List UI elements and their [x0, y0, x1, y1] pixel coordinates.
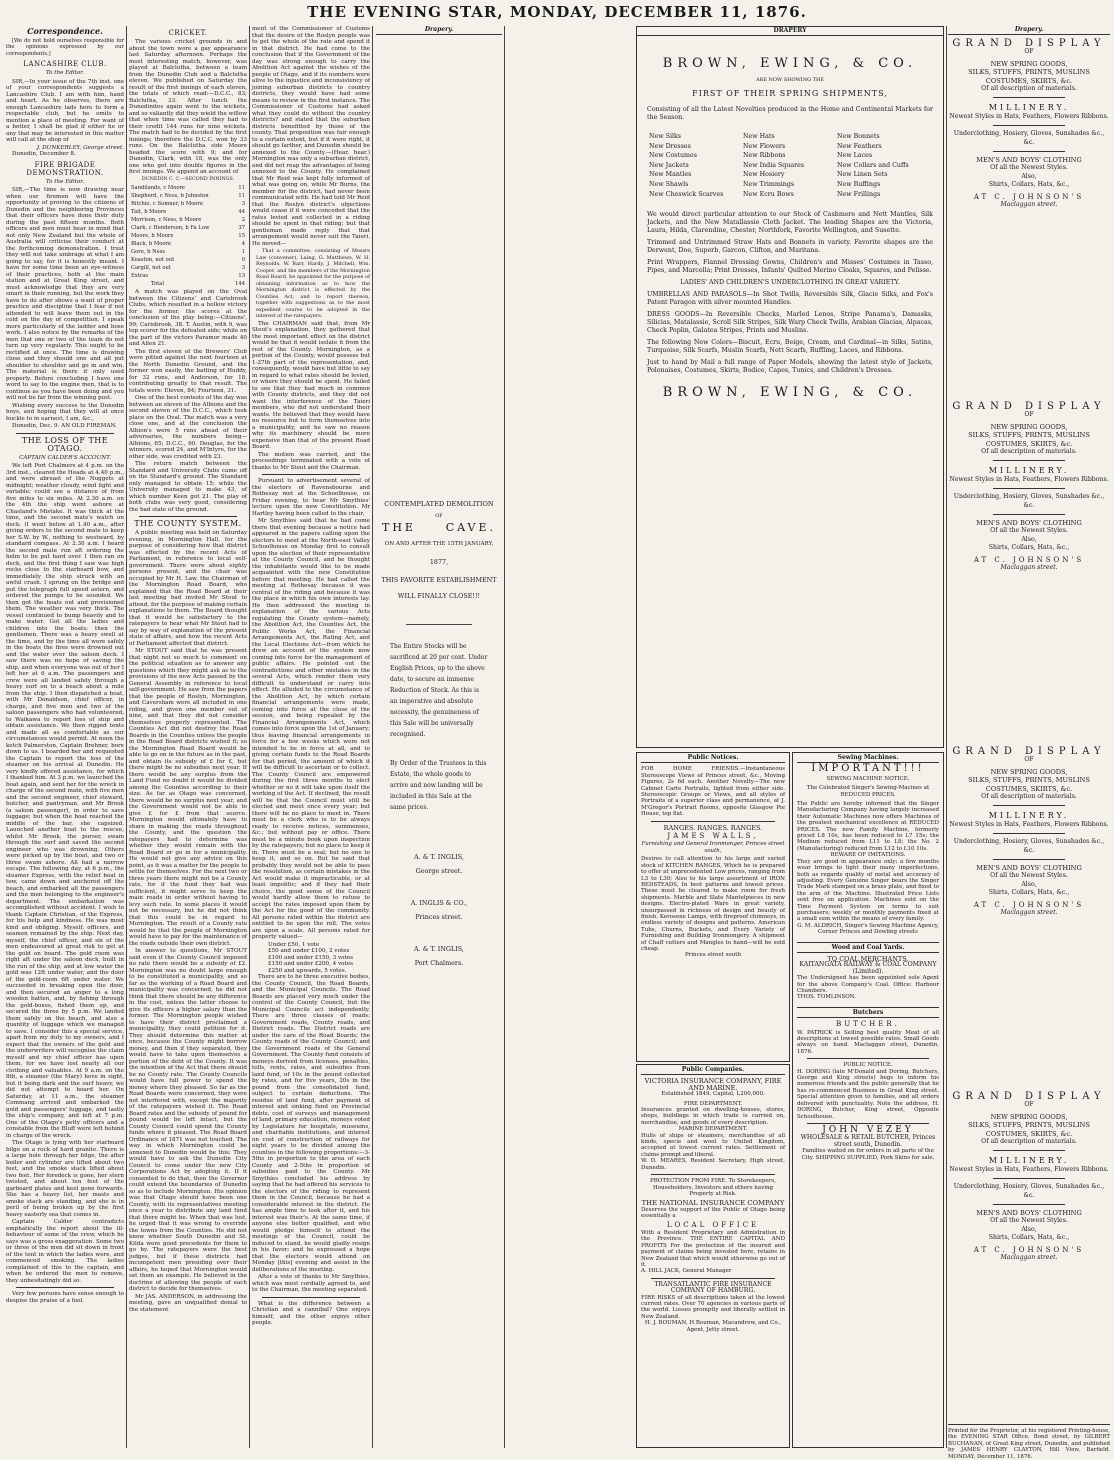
- millinery-heading: MILLINERY.: [988, 1156, 1070, 1166]
- victoria-insurance: VICTORIA INSURANCE COMPANY, FIRE AND MARINE.: [644, 1077, 782, 1092]
- cricket-body-4: One of the best contests of the day was between an eleven of the Albions and the second eleven of the D.C.C., which took place on the Oval. The match was a very close one, and at the conclusion the Albion's were 5 runs ahead of their adversaries, the numbers being—Albions, 65; D.C.C., 60. Douglas, for the winners, scored 24, and M'Intyre, for the other side, was credited with 23.: [129, 395, 247, 460]
- spring-goods: NEW SPRING GOODS,: [990, 59, 1068, 68]
- aldrich-signature: G. M. ALDRICH, Singer's Sewing Machine Agency, Corner Princes and Dowling streets: [797, 922, 939, 936]
- newest-styles: Newest Styles in Hats, Feathers, Flowers Ribbons.: [949, 475, 1109, 483]
- materials-text: Of all description of materials.: [981, 85, 1077, 93]
- new-goods-item: New Mantles: [649, 171, 692, 179]
- smythies-body: Mr Smythies said that he had come there that evening because a notice had appeared in the papers calling upon the electors to meet at the North-east Valley Schoolhouse on Monday first to consult upon the election of their representative at the County Council, and he thought the inhabitants would like to be made acquainted with the new Constitution before that meeting. He had called the meeting at Rothesay because it was central of the riding and because it was the place in which his own interests lay. He then addressed the meeting in explanation of the various Acts regulating the County system—namely, the Abolition Act, the Counties Act, the Public Works Act, the Financial Arrangements Act, the Rating Act, and the Local Elections Act—from which he drew an account of the system now coming into force for the management of public affairs. He pointed out the contradictions and other mistakes in the several Acts, which render them very difficult to understand or carry into effect. He alluded to the circumstance of the Abolition Act, by which certain financial arrangements were made, coming into force at the close of the session, and being repealed by the Financial Arrangements Act, which comes into force upon the 1st of January; thus leaving financial arrangements in force for a few weeks which were not intended to be in force at all, and to giving certain funds to the Road Boards for that period, the amount of which it will be difficult to ascertain or to collect. The County Council are empowered during the first three months to elect whether or no it will take upon itself the working of the Act. If declined, the result will be that the Council must still be elected and meet once every year; but there will be no place to meet in. There must be a clerk who is to be always ready to receive notices, summonses, &c.; but without pay or office. There must be a minute book upon inspection by the ratepayers; but no place to keep it in. There must be a seal; but no one to keep it, and so on. But he said that probably they would not be able to pass the resolution, as certain mistakes in the Act would make it impracticable, or at least impolitic; and if they had their choice, the good sense of the Council would hardly allow them to refuse to accept the rates imposed upon them by the Act for the good of the community. All persons rated within the district are entitled to be upon the roll. The votes are upon a scale. All persons rated for property valued—: [252, 518, 370, 940]
- of-text: OF: [435, 513, 443, 519]
- transatlantic-body: FIRE RISKS of all descriptions taken at the lowest current rates. Over 70 agencies in various parts of the world. Losses promptly and liberally settled in New Zealand.: [641, 1294, 785, 1320]
- new-goods-item: New Silks: [649, 133, 682, 140]
- tomlinson-signature: THOS. TOMLINSON.: [797, 994, 856, 1001]
- vote-scale-item: £50 and under £100, 2 votes: [268, 948, 350, 954]
- score-runs: 2: [241, 217, 245, 223]
- shop-street: Maclaggan street.: [1000, 201, 1058, 209]
- cricket-body: The various cricket grounds in and about the town wore a gay appearance last Saturday afternoon. Perhaps the most interesting match, however, was played at Balclutha, between a team from the Dunedin Club and a Balclutha eleven. We published on Saturday the result of the first innings of each eleven, the totals of which read:—D.C.C., 83; Balclutha, 33. After lunch the Dunedinites again went to the wickets, and so valiantly did they wield the willow that when time was called they had to their credit 144 runs for nine wickets. The match had to be decided by the first innings; therefore the D.C.C. won by 33 runs. On the Balclutha side Moore headed the score with 9; and for Dunedin, Clark, with 18, was the only one who got into double figures in the first innings. We append an account of: [129, 39, 247, 175]
- letter1-sign: J. DUNKERLEY, George street.: [36, 144, 124, 151]
- singer-body: The Public are hereby informed that the Singer Manufacturing Company having largely increased their Automatic Machines now offers Machines of the greatest mechanical excellence at REDUCED PRICES. The new Family Machine, formerly priced L8 10s, has been reduced to L7 15s; the Medium reduced from L11 to L8; the No. 2 (Manufacturing) reduced from L12 to L10 10s.: [797, 801, 939, 852]
- score-total-label: Total: [151, 281, 165, 287]
- first-shipments: FIRST OF THEIR SPRING SHIPMENTS,: [692, 89, 888, 98]
- score-batsman: Black, b Moore: [131, 241, 171, 247]
- newest-styles-clothing: Of all the Newest Styles.: [990, 527, 1068, 535]
- shop-street: Maclaggan street.: [1000, 909, 1058, 917]
- now-showing: ARE NOW SHOWING THE: [755, 77, 825, 83]
- column-rule: [946, 26, 947, 1448]
- score-batsman: Moore, b Moore: [131, 233, 174, 239]
- newest-styles-clothing: Of all the Newest Styles.: [990, 1217, 1068, 1225]
- coal-merchants: TO COAL MERCHANTS.: [827, 954, 909, 963]
- divider: [807, 1058, 929, 1059]
- vote-scale-item: £150 and under £200, 4 votes: [268, 961, 353, 967]
- score-batsman: Shepherd, c Ness, b Johnston: [131, 193, 209, 199]
- james-walls-name: JAMES WALLS,: [667, 832, 759, 841]
- brown-ewing-details: [637, 199, 943, 375]
- victoria-established: Established 1849. Capital, L200,000.: [661, 1091, 765, 1098]
- demolition-title: CONTEMPLATED DEMOLITION: [384, 500, 494, 508]
- firm-3-addr: Port Chalmers.: [414, 959, 464, 967]
- column-rule: [504, 26, 505, 1448]
- coal-body: The Undersigned has been appointed sole Agent for the above Company's Coal. Office: Harbour Chambers.: [797, 975, 939, 994]
- county-cont-body: ment of the Commissioner of Customs that the desire of the Roslyn people was to get the whole of the rate and spend it in that district. He had come to the conclusion that if the Government of the day was strong enough to carry the Abolition Act against the wishes of the people of Otago, and if its numbers were alive to the injustice and inconsistency of joining suburban districts to country districts, they would have had some means to review in the first instance. The Commissioner of Customs had asked what they could do without the country districts? and stated that the suburban districts benefitted by those of the county. That proposition was fair enough to a certain extent, but if it were right, it should go farther, and Dunedin should be annexed to the County.—(Hear, hear.) Mornington was only a suburban district, and did not reap the advantages of being annexed to the County. He complained that Mr Reid was kept fully informed of what was going on, while Mr Burns, the member for the district, had never been communicated with. He had told Mr Reid that the Roslyn district's objections would cease if it were conceded that the rates levied and collected in a riding should be spent in that riding; but that gentleman made reply that that arrangement would never suit the Taieri. He moved—: [252, 26, 370, 247]
- umbrellas-text: UMBRELLAS AND PARASOLS—In Shot Twills, Reversible Silk, Glacie Silks, and Fox's Patent Paragon with silver mounted Handles.: [647, 291, 933, 307]
- goods-list-2: COSTUMES, SKIRTS, &c.: [985, 76, 1073, 85]
- score-row: [131, 273, 245, 279]
- divider: [993, 805, 1065, 806]
- cave-word: CAVE.: [445, 521, 496, 534]
- county-cont-body-3: The motion was carried, and the proceedings terminated with a vote of thanks to Mr Stout and the Chairman.: [252, 451, 370, 471]
- kaitangata-company: KAITANGATA RAILWAY & COAL COMPANY (Limited).: [799, 961, 937, 975]
- score-row: [131, 265, 245, 271]
- local-office-body: With a Resident Proprietary and Admistration in the Province. THE ENTIRE CAPITAL AND PROFITS For the protection of the insured and payment of claims being invested here, retains in New Zealand that which would otherwise go out of it.: [641, 1229, 785, 1268]
- stock-sale-text: The Entire Stocks will be sacrificed at 20 per cent. Under English Prices, up to the above date, to secure an immense Reduction of Stock. As this is an imperative and absolute necessity, the genuineness of this Sale will be universally recognised.: [390, 643, 488, 738]
- firm-3: A. & T. INGLIS,: [414, 945, 464, 953]
- underclothing-text: Underclothing, Hosiery, Gloves, Sunshades &c., &c.: [953, 130, 1105, 146]
- smythies-intro: Pursuant to advertisement several of the electors of Ravensbourne and Rothesay met at the Schoolhouse, on Friday evening, to hear Mr Smythies' lecture upon the new Constitution. Mr Hartley having been called to the chair,: [252, 478, 370, 517]
- letter2-body2: Wishing every success to the Dunedin boys, and hoping that they will at once buckle to in earnest, I am, &c.,: [6, 402, 124, 422]
- brown-ewing-advertisement: [636, 26, 944, 748]
- colors-text: The following New Colors—Biscuit, Ecru, Beige, Cream, and Cardinal—in Silks, Satins, Turquoise, Silk Scarfs, Muslin Scarfs, Nett Scarfs, Ruffling, Laces, and Ribbons.: [647, 339, 933, 355]
- cricket-title: CRICKET.: [168, 29, 208, 37]
- mens-clothing: MEN'S AND BOYS' CLOTHING: [976, 1209, 1082, 1218]
- divider: [993, 1178, 1065, 1179]
- underclothing-text: LADIES' AND CHILDREN'S UNDERCLOTHING IN GREAT VARIETY.: [680, 279, 900, 287]
- underclothing-text: Underclothing, Hosiery, Gloves, Sunshades &c., &c.: [953, 1183, 1105, 1199]
- shop-name: AT C. JOHNSON'S: [973, 900, 1085, 909]
- public-companies-header: Public Companies.: [641, 1067, 785, 1075]
- marine-department: MARINE DEPARTMENT.: [678, 1126, 748, 1133]
- shop-name: AT C. JOHNSON'S: [973, 1245, 1085, 1254]
- shirts-text: Shirts, Collars, Hats, &c.,: [988, 181, 1070, 189]
- goods-list-2: COSTUMES, SKIRTS, &c.: [985, 1129, 1073, 1138]
- goods-list-2: COSTUMES, SKIRTS, &c.: [985, 784, 1073, 793]
- county-body-4: Mr JAS. ANDERSON, in addressing the meeting, gave an unqualified denial to the statement: [129, 1293, 247, 1313]
- millinery-heading: MILLINERY.: [988, 103, 1070, 113]
- votes-list: [252, 942, 370, 975]
- smythies-body-3: After a vote of thanks to Mr Smythies, which was most cordially agreed to, and to the Chairman, the meeting separated.: [252, 1274, 370, 1293]
- doring-notice: H. DORING (late M'Donald and Doring, Butchers, George and King streets) begs to inform his numerous friends and the public generally that he has re-commenced Business in Great King street. Special attention given to families, and all orders delivered with punctuality. Note the address, H. DORING, Butcher, King street, Opposite Schoolhouse.: [797, 1068, 939, 1120]
- local-office: LOCAL OFFICE: [666, 1220, 760, 1229]
- divider: [993, 514, 1065, 515]
- grand-display-ad: [948, 383, 1110, 728]
- masthead: THE EVENING STAR, MONDAY, DECEMBER 11, 1876.: [307, 3, 807, 21]
- closing-quip: Very few persons have sense enough to despise the praise of a fool.: [6, 1291, 124, 1304]
- cricket-body-2: A match was played on the Oval between the Citizens' and Carisbrook Clubs, which resulted in a hollow victory for the former, the scores at the conclusion of the play being:—Citizens', 99; Carisbrook, 38. T. Austin, with 9, was top scorer for the defeated side; while on the part of the victors Paramor made 40 and Allen 21.: [129, 289, 247, 347]
- vezey-sub: WHOLESALE & RETAIL BUTCHER, Princes street south, Dunedin.: [800, 1134, 936, 1148]
- national-insurance: THE NATIONAL INSURANCE COMPANY: [641, 1199, 785, 1208]
- score-runs: 0: [241, 257, 245, 263]
- vezey-name: JOHN VEZEY: [822, 1124, 914, 1135]
- loss-body: We left Port Chalmers at 4 p.m. on the 3rd inst., cleared the Heads at 4.40 p.m., and were abreast of the Nuggets at midnight; weather cloudy, wind light and variable; could see a distance of from five miles to six miles. At 2.30 a.m. on the 4th the ship went ashore at Chasland's Mistake. It was thick at the time, and the second mate's watch on deck. (I went below at 1.40 a.m., after giving orders to the second mate to keep her S.W. by W., nothing to westward, by standard compass. At 2.30 a.m. I heard the second mate run aft ordering the helm to be put hard over. I then ran on deck, and the first thing I saw was high rocks close to the starboard bow, and immediately the ship struck with an awful crash. I sprung on the bridge and put the telegraph full speed astern, and ordered the pumps to be sounded. We then got the boats out and provisioned them. The weather was very thick. The vessel continued to bump heavily and to make water. Got all the ladies and children into the boats; then the gentlemen. There was a heavy swell at the time, and by the time all were safely in the boats the fires were drowned out and the water over the saloon deck. I saw there was no hope of saving the ship, and when everyone was out of her I left her at 6 a.m. The passengers and crew were all landed safely through a heavy surf on to a beach about a mile from the ship. I then dispatched a boat, with Mr Donaldson, chief officer, in charge, and five men and two of the saloon passengers who had volunteered, to Waikawa to report loss of ship and obtain assistance. We then rigged tents and made all as comfortable as our circumstances would permit. At noon the ketch Palmerston, Captain Brehner, bore down to us. I boarded her and requested the Captain to report the loss of the steamer on his arrival at Dunedin. He very kindly offered assistance, for which I thanked him. At 3 p.m. we launched the boat again, and sent her for the wreck in charge of the second mate, with five men and the second engineer, chief steward, butcher, and pantryman, and Mr Brook (a saloon passenger), in order to save luggage; but when the boat reached the middle of the bar, she capsized. Launched another boat to the rescue, whilst Mr Brook, the purser, swam through the surf and saved the second engineer who was drowning. Others were picked up by the boat, and two or three swam ashore. All had a narrow escape. The following day, at 6 p.m., the steamer Express, with the relief boat in tow, came down and anchored off the beach, and embarked all the passengers and the men belonging to the engineer's department. The embarkation was accomplished without accident. I wish to thank Captain Christian, of the Express, for his help and kindness. He was most kind and obliging. Myself, officers, and seamen remained by the ship. Next day, myself, the chief officer, and six of the men endeavored at great risk to get at the gold on board. The gold room was right aft under the saloon deck, built in the run of the ship, and at low water the gold was 12ft under water, and the door of the gold-room 6ft under water. We succeeded in breaking open the door, and then secured an anger to a long wooden batten, and, by fishing through the gold-boxes, fished them up, and secured the three by 5 p.m. We landed them safely on the beach, and also a quantity of luggage which we managed to save. I consider this a special service, apart from my duty to my owners, and I expect that the owners of the gold and the underwriters will recognise the claim myself and my chief officer has upon them, for we have lost nearly all our clothing and valuables. At 9 a.m. on the 8th, a steamer (the Mary) hove in sight, but it being dark and the surf heavy, we did not attempt to board her. On Saturday, at 11 a.m., the steamer Commang arrived and embarked the gold and passengers' luggage, and lastly the ship's company, and left at 7 p.m. One of the Otago's petty officers and a constable from the Bluff were left behind in charge of the wreck.: [6, 463, 124, 1139]
- shirts-text: Shirts, Collars, Hats, &c.,: [988, 889, 1070, 897]
- score-batsman: Ritchie, c Sumner, b Moore: [131, 201, 203, 207]
- public-notices-header: Public Notices.: [641, 755, 785, 763]
- drapery-header: Drapery.: [376, 26, 502, 35]
- grand-display-title: GRAND DISPLAY: [952, 1091, 1106, 1102]
- divider: [993, 125, 1065, 126]
- goods-list: SILKS, STUFFS, PRINTS, MUSLINS: [968, 431, 1090, 440]
- materials-text: Of all description of materials.: [981, 793, 1077, 801]
- shirts-text: Shirts, Collars, Hats, &c.,: [988, 1234, 1070, 1242]
- new-goods-item: New Ruffings: [837, 180, 881, 188]
- also-text: Also,: [1021, 1225, 1037, 1233]
- of-text: OF: [1024, 756, 1034, 764]
- newest-styles: Newest Styles in Hats, Feathers, Flowers Ribbons.: [949, 1165, 1109, 1173]
- letter2-sign: Dunedin, Dec. 9. AN OLD FIREMAN.: [12, 423, 117, 429]
- divider: [993, 488, 1065, 489]
- also-text: Also,: [1021, 880, 1037, 888]
- new-goods-item: New Collars and Cuffs: [837, 161, 909, 169]
- sewing-coal-butchers: [792, 752, 944, 1448]
- cave-ad-body: [376, 500, 502, 967]
- letter2-body: SIR,—The time is now drawing near when our firemen will have the opportunity of proving to the citizens of Dunedin and the neighboring Provinces that their officers have done their duty during the past fifteen months. Both officers and men must bear in mind that not only New Zealand but the whole of Australia will criticise their conduct at the forthcoming demonstration. I trust they will not take umbrage at what I am going to say, for it is honestly meant. I have for some time been an eye-witness of their practices, both at the main station and at Great King street, and must acknowledge that they are very smart in their running, but the work they have to do after shows a want of proper practice and discipline that I fear if not attended to will leave them out in the cold on the day of competition. I speak more particularly of the ladder and hose work. I also notice by the remarks of the men that one or two of the team do not turn up very regularly. This ought to be rectified at once. The time is drawing close and they should one and all put shoulder to shoulder and go in and win. The material is there if only used properly. Before concluding I have one word to say to the engine men, that is to continue as you have been doing and you will not be far from the winning post.: [6, 187, 124, 401]
- materials-text: Of all description of materials.: [981, 448, 1077, 456]
- score-row: [131, 209, 245, 215]
- county-body: A public meeting was held on Saturday evening, in Mornington Hall, for the purpose of considering how that district was effected by the recent Acts of Parliament, in reference to local self-government. There were about eighty persons present, and the chair was occupied by Mr H. Law, the Chairman of the Mornington Road Board, who explained that the Road Board at their last meeting had invited Mr Stout to attend, for the purpose of making certain explanations to them. The Board thought that it would be satisfactory to the ratepayers to hear what Mr Stout had to say by way of explanation of the present state of affairs, and how the recent Acts of Parliament affected that district.: [129, 530, 247, 647]
- divider: [262, 1297, 360, 1298]
- close-line: WILL FINALLY CLOSE!!!: [397, 592, 481, 600]
- james-walls-sub: Furnishing and General Ironmonger, Princes street south,: [641, 841, 785, 854]
- sewing-header: Sewing Machines.: [797, 755, 939, 763]
- grand-display-title: GRAND DISPLAY: [952, 746, 1106, 757]
- closing-quip-2: What is the difference between a Christian and a cannibal? One enjoys himself, and the other enjoys other people.: [252, 1300, 370, 1326]
- letter1-to: To the Editor.: [45, 70, 85, 76]
- vote-scale-item: Under £50, 1 vote: [268, 941, 320, 948]
- firm-1-addr: George street.: [415, 867, 463, 875]
- score-runs: 4: [241, 241, 245, 247]
- score-row: [131, 233, 245, 239]
- new-goods-item: New Cheswick Scarves: [649, 190, 724, 198]
- divider: [406, 624, 472, 625]
- goods-list: SILKS, STUFFS, PRINTS, MUSLINS: [968, 776, 1090, 785]
- mens-clothing: MEN'S AND BOYS' CLOTHING: [976, 519, 1082, 528]
- new-goods-item: New Linen Sets: [837, 171, 888, 179]
- divider: [993, 97, 1065, 98]
- score-row: [131, 225, 245, 231]
- divider: [993, 460, 1065, 461]
- score-batsman: Tait, b Moore: [131, 209, 167, 215]
- letter2-title: FIRE BRIGADE DEMONSTRATION.: [26, 160, 104, 177]
- of-text: OF: [1024, 1101, 1034, 1109]
- fire-department: FIRE DEPARTMENT.: [683, 1100, 743, 1107]
- james-walls-address: Princes street south: [684, 952, 742, 959]
- new-goods-item: New Dresses: [649, 142, 691, 150]
- score-total: 144: [235, 281, 245, 287]
- score-runs: 37: [238, 225, 245, 231]
- column-county-continued: [252, 26, 370, 1448]
- score-batsman: Morrison, c Ness, b Moore: [131, 217, 202, 223]
- vezey-body: Families waited on for orders in all parts of the City. SHIPPING SUPPLIED, Pork Skins for sale.: [801, 1148, 935, 1161]
- coal-header: Wood and Coal Yards.: [797, 942, 939, 953]
- brown-ewing-firm-bottom: BROWN, EWING, & CO.: [662, 385, 918, 401]
- score-runs: 11: [238, 185, 245, 191]
- letter2-to: To the Editor.: [45, 178, 85, 185]
- the-word: THE: [382, 521, 416, 534]
- also-text: Also,: [1021, 535, 1037, 543]
- vote-scale-item: £100 and under £150, 3 votes: [268, 954, 353, 961]
- shop-name: AT C. JOHNSON'S: [973, 555, 1085, 564]
- new-goods-item: New Hats: [743, 133, 775, 140]
- shop-name: AT C. JOHNSON'S: [973, 192, 1085, 201]
- goods-list-2: COSTUMES, SKIRTS, &c.: [985, 439, 1073, 448]
- public-notices: [636, 752, 790, 1062]
- divider: [139, 516, 237, 517]
- sewing-notice: SEWING MACHINE NOTICE.: [826, 775, 910, 782]
- the-cave-title: [376, 521, 502, 534]
- score-batsman: Sandilands, c Moore: [131, 185, 186, 191]
- divider: [651, 821, 775, 822]
- smythies-body-2: There are to be three executive bodies, the County Council, the Road Boards, and the Municipal Councils. The Road Boards are placed very much under the control of the County Council, but the Municipal Councils act independently. There are three classes of roads: Government roads, County roads, and District roads. The District roads are under the care of the Road Boards; the County roads of the County Council; and the Government roads of the General Government. The County fund consists of moneys derived from licenses, penalties, tolls, rents, rates, and subsidies from land fund, of 10s in the pound collected by rates, and for five years, 20s in the pound from the consolidated fund, subject to certain deductions. The residue of land fund, after payment of interest and sinking fund on Provincial debts, cost of surveys and management of land, primary education, moneys voted by Legislature for hospitals, museums, and charitable institutions, and interest on cost of construction of railways for eight years to be divided among the counties in the following proportions:—3-5ths in proportion to the area of each County and 2-5ths in proportion of subsidies paid to the County. Mr Smythies concluded his address by saying that he had offered his services to the electors of the riding to represent them in the Council, because he had a considerable interest in the district. He has ample time to look after it, and his interest was their's. At the same time, if anyone else better qualified, and who would pledge himself to attend the meetings of the Council, could be induced to stand, he would gladly resign in his favor; and he expressed a hope that the electors would attend on Monday [this] evening and assist in the deliberations of the meeting.: [252, 974, 370, 1273]
- establishment-line: THIS FAVORITE ESTABLISHMENT: [381, 576, 497, 584]
- letter1-title: LANCASHIRE CLUB.: [23, 60, 107, 68]
- new-goods-item: New Ecru Bows: [743, 190, 794, 198]
- millinery-heading: MILLINERY.: [988, 811, 1070, 821]
- new-goods-item: New Trimmings: [743, 180, 795, 188]
- public-notice-heading: PUBLIC NOTICE.: [843, 1062, 893, 1069]
- paper-models-text: Just to hand by Mail a full range of Paper Models, showing the latest style of Jackets, Polonaises, Costumes, Skirts, Bodice, Capes, Tunics, and Children's Dresses.: [647, 359, 933, 375]
- motion: That a committee, consisting of Messrs Law (convener), Laing, G. Matthews, W. H. Reynolds, W. Barr, Hardy, J. Mitchell, Wm. Cooper, and the members of the Mornington Road Board, be appointed for the purpose of obtaining information as to how the Mornington district is effected by the Counties Act, and to report thereon, together with suggestions as to the most expedient course to be adopted in the interest of the ratepayers.: [256, 248, 370, 319]
- mens-clothing: MEN'S AND BOYS' CLOTHING: [976, 156, 1082, 165]
- column-rule: [249, 26, 250, 1448]
- grand-display-ad: [948, 38, 1110, 383]
- important-heading: IMPORTANT!!!: [811, 763, 925, 775]
- beware-heading: BEWARE OF IMITATIONS.: [830, 852, 906, 859]
- column-rule: [372, 26, 373, 1448]
- brown-ewing-header: DRAPERY: [637, 27, 943, 36]
- new-goods-item: New Ribbons: [743, 152, 786, 160]
- divider: [16, 1287, 114, 1288]
- patrick-notice: W. PATRICK is Selling best quality Meat of all descriptions at lowest possible rates. Small Goods always on hand. Maclaggan street, Dunedin, 1876.: [797, 1029, 939, 1055]
- score-row: [131, 249, 245, 255]
- transatlantic-insurance: TRANSATLANTIC FIRE INSURANCE COMPANY OF HAMBURG.: [654, 1280, 772, 1295]
- mantles-text: We would direct particular attention to our Stock of Cashmere and Nett Mantles, Silk Jackets, and the New Matallassie Cloth Jacket. The leading Shapes are the Victoria, Laura, Hilda, Clarendine, Chester, Northfork, Favorite Wellington, and Susette.: [647, 211, 933, 235]
- correspondence-heading: Correspondence.: [27, 26, 103, 36]
- disclaimer: [We do not hold ourselves responsible for the opinions expressed by our correspondents.]: [6, 37, 124, 57]
- brown-ewing-firm-name: BROWN, EWING, & CO.: [662, 56, 918, 71]
- newest-styles-clothing: Of all the Newest Styles.: [990, 164, 1068, 172]
- column-correspondence: [6, 26, 124, 1448]
- spring-goods: NEW SPRING GOODS,: [990, 1112, 1068, 1121]
- spring-goods: NEW SPRING GOODS,: [990, 422, 1068, 431]
- trustees-order: By Order of the Trustees in this Estate, the whole goods to arrive and now landing will be included in this Sale at the same prices.: [390, 760, 487, 811]
- new-goods-item: New Laces: [837, 152, 873, 160]
- score-batsman: Gore, b Ness: [131, 249, 166, 255]
- grand-display-column: [948, 26, 1110, 1460]
- new-goods-item: New Hosiery: [743, 171, 785, 179]
- singer-heading: The Celebrated Singer's Sewing-Macines at REDUCED PRICES.: [806, 785, 930, 798]
- cricket-body-3: The first eleven of the Brewers' Club were pitted against the next fourteen at the North Dunedin Ground, and the former won easily, the batting of Huddy, for 32 runs, and Anderson, for 18, contributing greatly to that result. The totals were: Eleven, 84; Fourteen, 31.: [129, 348, 247, 394]
- loss-body-2: The Otago is lying with her starboard bilge on a rock of hard granite. There is a large hole through her bilge, the after boiler and cylinder are lifted about two feet, and the smoke stack lifted about two feet. Her foredeck is gone, her stern twisted, and about ten feet of the garboard plates and keel gone forwards. She has a heavy list, her masts and smoke stack are standing, and she is in peril of being broken up by the first heavy easterly sea that comes in.: [6, 1140, 124, 1218]
- cave-advertisement: [376, 26, 502, 1448]
- score-runs: 3: [241, 265, 245, 271]
- divider: [993, 833, 1065, 834]
- letter1-date: Dunedin, December 8.: [12, 151, 76, 157]
- spring-goods: NEW SPRING GOODS,: [990, 767, 1068, 776]
- public-companies: [636, 1064, 790, 1448]
- score-runs: 44: [238, 209, 245, 215]
- right-drapery-header: Drapery.: [948, 26, 1110, 35]
- divider: [16, 433, 114, 434]
- county-title: THE COUNTY SYSTEM.: [134, 519, 242, 528]
- score-runs: 13: [238, 273, 245, 279]
- newest-styles-clothing: Of all the Newest Styles.: [990, 872, 1068, 880]
- county-body-3: In answer to questions, Mr STOUT said even if the County Council imposed no rate there would be a subsidy of £2. Mornington was no doubt large enough to be constituted a municipality, and so far as the working of a Road Board and municipality was concerned, he did not think that there should be any difference in the cost, unless the latter choose to give its officers a higher salary than the former. The Mornington people wished to have their district proclaimed a municipality, they could petition for it. They should determine this matter at once, because the County might borrow money, and then if they separated, they would have to take upon themselves a portion of the debt of the County. It was the intention of the Act that there should be no County rate. The County Councils would have full power to spend the money where they pleased. So far as the Road Boards were concerned, they were not interfered with, except the majority of the ratepayers wished it. The Road Board rates and the subsidy of pound for pound would be left intact, but the County Council could spend the County funds where it pleased. The Road Board Ordinance of 1871 was not touched. The way in which Mornington could be annexed to Dunedin would be this: They would have to ask the Dunedin City Council to come under the new City Corporations Act by adopting it. If it consented to do that, then the Governor could extend the boundaries of Dunedin so as to include Mornington. His opinion was that Otago should have been one County, with its representatives meeting once a year to distribute any land fund that there might be. When that was lost, he urged that it was wrong to override the towns from the Counties. He did not know whether South Dunedin and St. Kilda were good precedents for them to go by. The ratepayers were the best judges, but if these districts had incompetent men presiding over their affairs, he hoped that Mornington would set them an example. He believed in the doctrine of allowing the people of each district to decide for themselves.: [129, 948, 247, 1292]
- score-row: [131, 241, 245, 247]
- new-goods-item: New Bonnets: [837, 133, 880, 140]
- grand-display-title: GRAND DISPLAY: [952, 401, 1106, 412]
- mens-clothing: MEN'S AND BOYS' CLOTHING: [976, 864, 1082, 873]
- bouman-signature: H. J. BOUMAN, H Bouman, Macandrew, and Co., Agent, Jetty street.: [644, 1320, 782, 1333]
- new-goods-item: New India Squares: [743, 161, 805, 169]
- dress-goods-text: DRESS GOODS—In Reversible Checks, Marled Lenos, Stripe Panama's, Damasks, Silicias, Matalassie, Scroll Silk Stripes, Silk Warp Check Twills, Arabian Glacias, Alpacas, Check Poplin, Galatea Stripes, Prints and Muslins.: [647, 311, 933, 335]
- james-walls-body: Desires to call attention to his large and varied stock of KITCHEN RANGES, Which he is prepared to offer at unprecedented Low prices, ranging from L3 to L30; Also to his large assortment of IRON BEDSTEADS, In best patterns and lowest prices. These must be cleared to make room for fresh shipments. Marble and Slate Mantelpieces in new designs. Electro-plated Ware in great variety, unsurpassed in richness of design and beauty of finish. Kerosene Lamps, with fireproof chimneys, in endless variety of designs and patterns. American Tubs, Churns, Buckets, and Every Variety of Furnishing and Building Ironmongery. A shipment of Chaff cutters and Mangles to hand—will be sold cheap.: [641, 856, 785, 952]
- divider: [993, 1204, 1065, 1205]
- wrappers-text: Print Wrappers, Flannel Dressing Gowns, Children's and Misses' Costumes in Tasso, Pipes, and Marcella; Print Dresses, Infants' Quilted Merino Cloaks, Squares, and Pelisse.: [647, 259, 933, 275]
- divider: [993, 859, 1065, 860]
- also-text: Also,: [1021, 172, 1037, 180]
- score-batsman: Keaston, not out: [131, 257, 175, 263]
- close-year: 1877,: [429, 558, 449, 566]
- beware-body: They are good in appearance only; a few months wear brings to light their many imperfections, both as regards quality of metal and accuracy of adjusting. Every Genuine Singer bears the Singer Trade Mark stamped on a brass plate, and fixed to the arm of the Machine. Illustrated Price Lists sent free on application. Machines sold on the Time Payment System on terms to suit purchasers; weekly or monthly payments fixed at a small sum within the means of every family.: [797, 858, 939, 923]
- of-text: OF: [1024, 411, 1034, 419]
- loss-body-3: Captain Calder contradicts emphatically the report about the ill-behaviour of some of the crew, which he says was a gross exaggeration. Some two or three of the men did sit down in front of the tent in which the ladies were, and commenced smoking. The ladies complained of this to the captain, and when he ordered the men to remove, they unhesitatingly did so.: [6, 1219, 124, 1284]
- butcher-heading: BUTCHER.: [836, 1020, 900, 1029]
- close-date: ON AND AFTER THE 15TH JANUARY,: [384, 541, 494, 547]
- jack-signature: A. HILL JACK, General Manager: [641, 1268, 732, 1275]
- underclothing-text: Underclothing, Hosiery, Gloves, Sunshades &c., &c.: [953, 838, 1105, 854]
- hats-text: Trimmed and Untrimmed Straw Hats and Bonnets in variety. Favorite shapes are the Derwent, Doe, Superb, Garcon, Clifton, and Maritana.: [647, 239, 933, 255]
- underclothing-text: Underclothing, Hosiery, Gloves, Sunshades &c., &c.: [953, 493, 1105, 509]
- score-batsman: Extras: [131, 273, 149, 279]
- national-body: Deserves the support of the Public of Otago being essentially a: [641, 1206, 785, 1220]
- firm-2: A. INGLIS & CO.,: [410, 899, 468, 907]
- new-goods-item: New Frillings: [837, 190, 881, 198]
- meares-signature: W. D. MEARES, Resident Secretary, High street, Dunedin.: [641, 1158, 785, 1171]
- divider: [651, 1174, 775, 1175]
- loss-title: THE LOSS OF THE OTAGO.: [21, 435, 109, 453]
- protection-from-fire: PROTECTION FROM FIRE. To Storekeepers, Householders, Investors and others having Property at Risk.: [650, 1178, 776, 1197]
- vote-scale-item: £250 and upwards, 5 votes.: [268, 967, 347, 974]
- score-row: [131, 193, 245, 199]
- of-text: OF: [1024, 48, 1034, 56]
- firm-2-addr: Princes street.: [415, 913, 463, 921]
- firm-1: A. & T. INGLIS,: [414, 853, 464, 861]
- goods-list: SILKS, STUFFS, PRINTS, MUSLINS: [968, 68, 1090, 77]
- grand-display-ad: [948, 728, 1110, 1073]
- score-runs: 11: [238, 193, 245, 199]
- divider: [651, 1278, 775, 1279]
- divider: [807, 1123, 929, 1124]
- grand-display-ad: [948, 1073, 1110, 1418]
- loss-subtitle: CAPTAIN CALDER'S ACCOUNT.: [19, 454, 111, 461]
- new-goods-item: New Costumes: [649, 152, 697, 160]
- grand-display-title: GRAND DISPLAY: [952, 38, 1106, 49]
- divider: [993, 1150, 1065, 1151]
- scorecard-table: [129, 183, 247, 289]
- shop-street: Maclaggan street.: [1000, 564, 1058, 572]
- score-row: [131, 217, 245, 223]
- marine-department-body: Hulls of ships or steamers, merchandise of all kinds, specie and wool to United Kingdom, accepted at lowest current rates. Settlement of claims prompt and liberal.: [641, 1132, 785, 1158]
- letter1-body: SIR,—In your issue of the 7th inst. one of your correspondents suggests a Lancashire Club. I am with him, hand and heart. As he observes, there are enough Lancashire lads here to form a respectable club, but he omits to mention a place of meeting. For want of a better, I shall be glad if either he or any that may be interested in this matter will call at the shop of: [6, 78, 124, 143]
- millinery-heading: MILLINERY.: [988, 466, 1070, 476]
- goods-list: SILKS, STUFFS, PRINTS, MUSLINS: [968, 1121, 1090, 1130]
- score-runs: 1: [241, 249, 245, 255]
- materials-text: Of all description of materials.: [981, 1138, 1077, 1146]
- score-row: [131, 201, 245, 207]
- cricket-body-5: The return match between the Standard and University Clubs came off on the Standard's ground. The Standard only managed to obtain 15; while the University managed to make 43, of which number Keen got 21. The play of both clubs was very good, considering the bad state of the ground.: [129, 461, 247, 513]
- newest-styles: Newest Styles in Hats, Feathers, Flowers Ribbons.: [949, 820, 1109, 828]
- shirts-text: Shirts, Collars, Hats, &c.,: [988, 544, 1070, 552]
- shop-street: Maclaggan street.: [1000, 1254, 1058, 1262]
- column-cricket: [129, 26, 247, 1448]
- score-row: [131, 257, 245, 263]
- new-goods-item: New Feathers: [837, 142, 882, 150]
- new-goods-item: New Shawls: [649, 180, 689, 188]
- county-cont-body-2: The CHAIRMAN said that, from Mr Stout's explanation, they gathered that the most important effect on the district would be that it would isolate it from the rest of the County. Mornington, as a portion of the County, would possess but 1-27th part of the representation, and, consequently, would have but little to say in regard to what rates should be levied, or where they should be spent. He failed to see that they had much in common with County districts, and they did not want the interference of the Taieri members, who did not understand their wants. He believed that they would have no resource but to form themselves into a municipality, and he saw no reason why its machinery should be more expensive than that of the present Road Board.: [252, 320, 370, 450]
- score-batsman: Clark, c Henderson, b Fa Low: [131, 225, 210, 231]
- new-goods-list: [637, 132, 943, 199]
- fire-department-body: Insurances granted on dwelling-houses, stores, shops, buildings in which trade is carried on, merchandise, and goods of every description.: [641, 1107, 785, 1126]
- score-row: [131, 185, 245, 191]
- home-friends-notice: FOR HOME FRIENDS.—Instantaneous Stereoscope Views of Princes street, &c., Moving Figures, 2s 6d each. Another Novelty—The new Cabinet Carte Portraits, lighted from either side. Stereoscopic Groups or Views, and all styles of Portraits of a superior class and permanence, at J. M'Gregor's Portrait Rooms, opposite Glasgow Pie House, top flat.: [641, 766, 785, 818]
- divider: [993, 151, 1065, 152]
- consisting-text: Consisting of all the Latest Novelties produced in the Home and Continental Markets for the Season.: [647, 106, 933, 121]
- printer-imprint: Printed for the Proprietor, at his registered Printing-house, the EVENING STAR Office, Bond street, by GILBERT BUCHANAN, of Great King street, Dunedin, and published by JAMES HENRY CLAYTON, Hill View, Barfield. MONDAY, December 11, 1876.: [948, 1424, 1110, 1460]
- column-rule: [126, 26, 127, 1448]
- newest-styles: Newest Styles in Hats, Feathers, Flowers Ribbons.: [949, 112, 1109, 120]
- new-goods-item: New Jackets: [649, 161, 689, 169]
- score-total-row: [131, 281, 245, 287]
- score-runs: 3: [241, 201, 245, 207]
- divider: [262, 474, 360, 475]
- score-batsman: Cargill, not out: [131, 265, 171, 271]
- score-heading: DUNEDIN C. C.—SECOND INNINGS.: [141, 176, 235, 182]
- butchers-header: Butchers: [797, 1007, 939, 1018]
- county-body-2: Mr STOUT said that he was present that night not so much to comment on the political situation as to answer any questions which they might ask as to the provisions of the new Acts passed by the General Assembly in reference to local self-government. He saw from the papers that the people of Roslyn, Mornington, and Caversham were all included in one riding, and given one member out of nine, and that they did not consider themselves properly represented. The Counties Act did not destroy the Road Boards in the Counties unless the people in the Road Board districts wished it; so the Mornington Road Board would be able to go on in the future as in the past, and obtain its subsidy of £ for £, but there might be no subsidies next year. If there would be any surplus from the Land Fund no doubt it would be divided among the Counties according to their size. As far as Otago was concerned, there would be no surplus next year, and the Government would not be able to give £ for £ from that source. Mornington would ultimately have to share in making the roads throughout the County, and the question the ratepayers had to determine was whether they would remain with the Road Board or go in for a municipality. He would not give any advice on this point, as it was a matter for the people to settle for themselves. For the next two or three years there might not be a County rate, for if the fund they had was sufficient, it might serve to keep the main roads in order without having to levy such rate. In some places it would not be necessary, but he did not think that this could be in regard to Mornington. The result of a County rate would be that the people of Mornington would have to pay for the maintenance of the roads outside their own district.: [129, 648, 247, 947]
- grand-display-blocks: [948, 38, 1110, 1418]
- ranges-heading: RANGES. RANGES. RANGES.: [663, 823, 763, 832]
- score-runs: 15: [238, 233, 245, 239]
- new-goods-item: New Flowers: [743, 142, 786, 150]
